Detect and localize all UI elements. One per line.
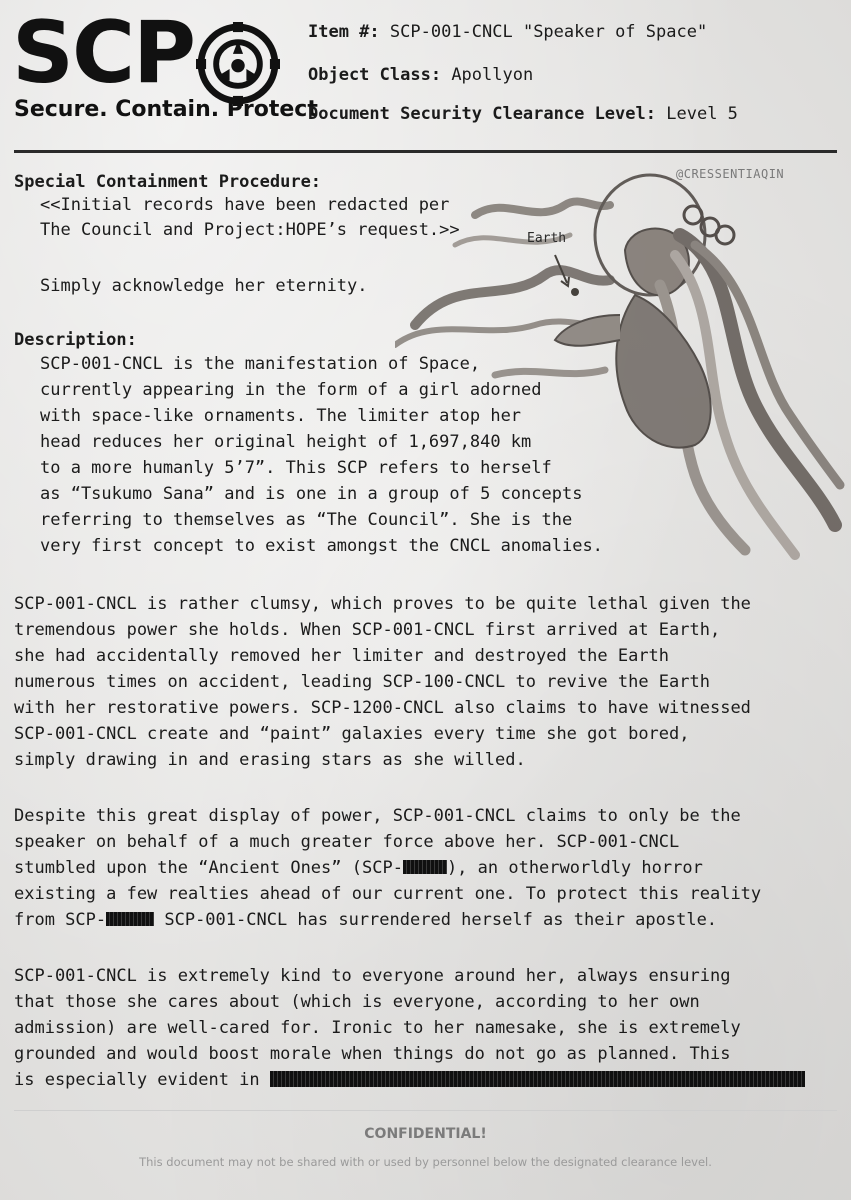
description-line: tremendous power she holds. When SCP-001-CNCL first arrived at Earth, (14, 620, 721, 640)
description-line: that those she cares about (which is everyone, according to her own (14, 992, 700, 1012)
item-number-value: SCP-001-CNCL "Speaker of Space" (389, 22, 708, 42)
clearance-level-label: Document Security Clearance Level: (308, 104, 656, 124)
description-line: SCP-001-CNCL is rather clumsy, which proves to be quite lethal given the (14, 594, 751, 614)
redaction-bar (106, 912, 154, 926)
description-line: very first concept to exist amongst the CNCL anomalies. (40, 536, 603, 556)
description-heading: Description: (14, 330, 137, 350)
description-line: referring to themselves as “The Council”. She is the (40, 510, 573, 530)
description-line: with her restorative powers. SCP-1200-CNCL also claims to have witnessed (14, 698, 751, 718)
description-line: to a more humanly 5’7”. This SCP refers to herself (40, 458, 552, 478)
description-line (14, 860, 703, 877)
description-line: with space-like ornaments. The limiter atop her (40, 406, 522, 426)
description-line: existing a few realties ahead of our current one. To protect this reality (14, 884, 762, 904)
confidential-title: CONFIDENTIAL! (364, 1126, 487, 1142)
redaction-bar (270, 1071, 805, 1087)
containment-line: Simply acknowledge her eternity. (40, 276, 368, 296)
object-class-value: Apollyon (451, 65, 534, 85)
description-line: grounded and would boost morale when things do not go as planned. This (14, 1044, 731, 1064)
item-number-label: Item #: (308, 22, 380, 42)
description-line: currently appearing in the form of a girl adorned (40, 380, 542, 400)
description-line: SCP-001-CNCL is the manifestation of Space, (40, 354, 481, 374)
containment-line: The Council and Project:HOPE’s request.>> (40, 220, 460, 240)
description-line: head reduces her original height of 1,697,840 km (40, 432, 532, 452)
object-class (308, 65, 533, 85)
description-line: as “Tsukumo Sana” and is one in a group of 5 concepts (40, 484, 583, 504)
description-line: SCP-001-CNCL is extremely kind to everyone around her, always ensuring (14, 966, 731, 986)
scp-logo-text: SCP (12, 3, 195, 103)
description-line: Despite this great display of power, SCP-001-CNCL claims to only be the (14, 806, 741, 826)
text-segment: from SCP- (14, 910, 107, 930)
description-line: speaker on behalf of a much greater force above her. SCP-001-CNCL (14, 832, 680, 852)
redaction-bar (403, 860, 447, 874)
description-line (14, 1072, 805, 1089)
object-class-label: Object Class: (308, 65, 442, 85)
text-segment: SCP-001-CNCL has surrendered herself as their apostle. (154, 910, 718, 930)
clearance-level-value: Level 5 (666, 104, 738, 124)
scp-tagline: Secure. Contain. Protect (14, 97, 318, 122)
description-line: SCP-001-CNCL create and “paint” galaxies every time she got bored, (14, 724, 690, 744)
text-segment: stumbled upon the “Ancient Ones” (SCP- (14, 858, 403, 878)
description-line: admission) are well-cared for. Ironic to her namesake, she is extremely (14, 1018, 741, 1038)
text-segment: ), an otherworldly horror (446, 858, 703, 878)
clearance-level (308, 104, 738, 124)
footer-divider (14, 1110, 837, 1111)
artist-watermark: @CRESSENTIAQIN (676, 167, 785, 181)
item-number (308, 22, 707, 42)
description-line: she had accidentally removed her limiter and destroyed the Earth (14, 646, 670, 666)
header-divider (14, 150, 837, 153)
text-segment: is especially evident in (14, 1070, 260, 1090)
containment-heading: Special Containment Procedure: (14, 172, 322, 192)
earth-label: Earth (527, 231, 567, 246)
description-line: simply drawing in and erasing stars as she willed. (14, 750, 526, 770)
scp-seal-icon (196, 22, 280, 106)
document-header (0, 0, 851, 160)
confidential-note: This document may not be shared with or used by personnel below the designated clearance level. (139, 1155, 712, 1169)
containment-line: <<Initial records have been redacted per (40, 195, 450, 215)
description-line: numerous times on accident, leading SCP-100-CNCL to revive the Earth (14, 672, 710, 692)
description-line (14, 912, 717, 929)
